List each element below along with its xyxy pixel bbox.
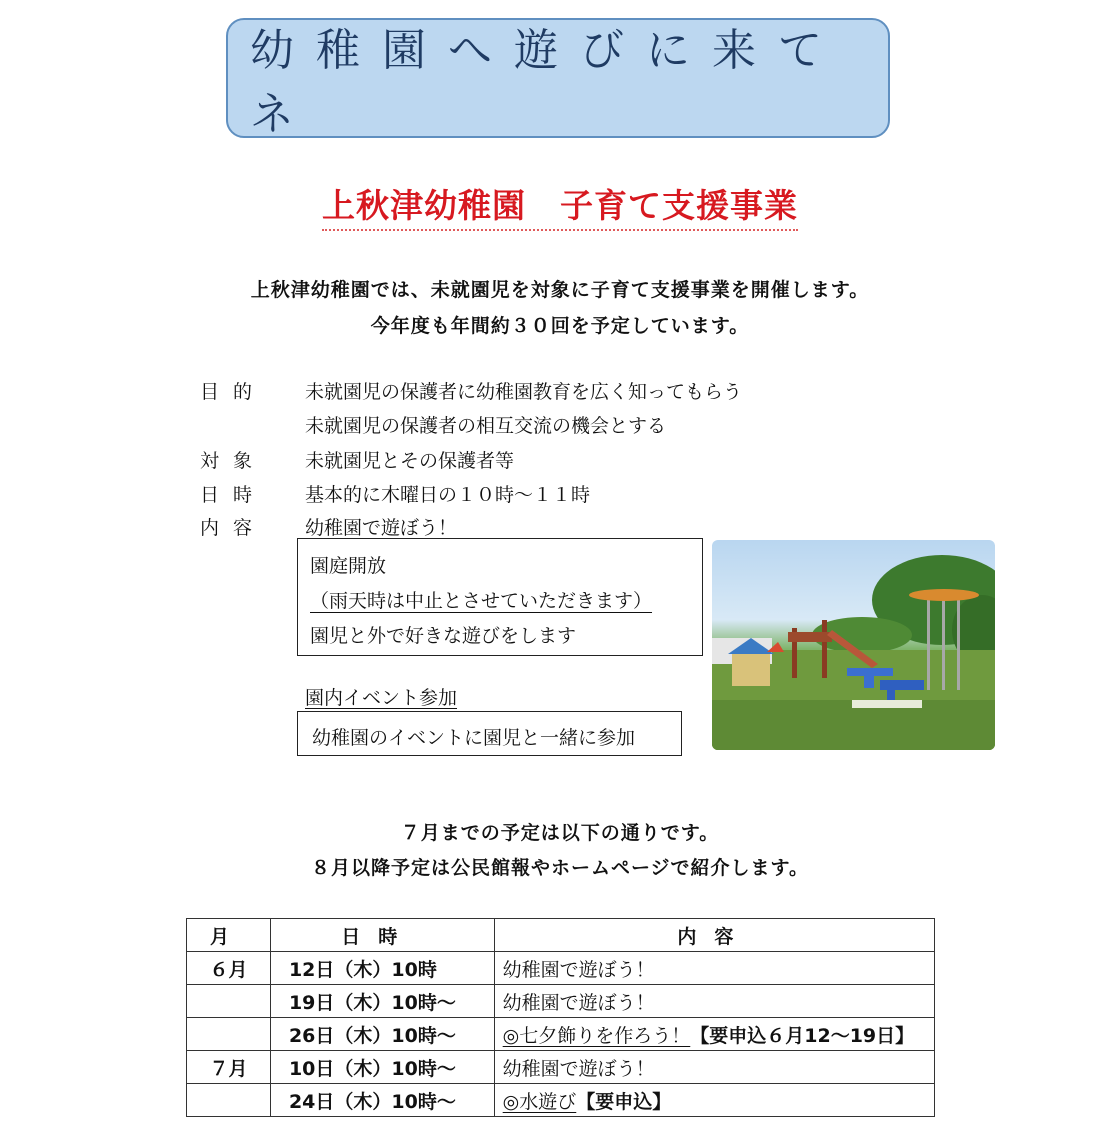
- garden-open-box: [297, 538, 703, 656]
- content-text: 幼稚園で遊ぼう！: [502, 1057, 655, 1080]
- rain-cancel-note: （雨天時は中止とさせていただきます）: [310, 590, 653, 612]
- cell-content: [494, 1084, 934, 1117]
- table-row: [187, 1051, 935, 1084]
- event-label: 園内イベント参加: [305, 687, 458, 709]
- intro-line-1: 上秋津幼稚園では、未就園児を対象に子育て支援事業を開催します。: [250, 279, 870, 301]
- cell-content: [494, 1018, 934, 1051]
- application-note: 【要申込６月12～19日】: [690, 1024, 915, 1047]
- schedule-table: [186, 918, 935, 1117]
- table-row: [187, 1018, 935, 1051]
- target-label: 対象: [200, 450, 267, 472]
- purpose-2: 未就園児の保護者の相互交流の機会とする: [305, 415, 667, 437]
- cell-datetime: 26日（木）10時～: [270, 1018, 494, 1051]
- cell-month: [187, 1018, 271, 1051]
- content-text: 幼稚園で遊ぼう！: [502, 991, 655, 1014]
- page-title: 幼稚園へ遊びに来てネ: [250, 25, 844, 140]
- playground-illustration: [712, 540, 995, 750]
- cell-month: ７月: [187, 1051, 271, 1084]
- table-row: [187, 1084, 935, 1117]
- subtitle-text: 上秋津幼稚園 子育て支援事業: [322, 186, 798, 231]
- cell-content: [494, 985, 934, 1018]
- content-value: 幼稚園で遊ぼう！: [305, 517, 458, 539]
- purpose-label: 目的: [200, 381, 267, 403]
- cell-month: [187, 985, 271, 1018]
- time-label: 日時: [200, 484, 267, 506]
- table-header-row: [187, 919, 935, 952]
- purpose-1: 未就園児の保護者に幼稚園教育を広く知ってもらう: [305, 381, 743, 403]
- title-banner: [226, 18, 890, 138]
- table-row: [187, 952, 935, 985]
- event-title: ◎七夕飾りを作ろう！: [502, 1024, 691, 1047]
- target-value: 未就園児とその保護者等: [305, 450, 515, 472]
- schedule-note-1: ７月までの予定は以下の通りです。: [400, 822, 720, 844]
- schedule-table-body: [187, 952, 935, 1117]
- cell-datetime: 12日（木）10時: [270, 952, 494, 985]
- content-text: 幼稚園で遊ぼう！: [502, 958, 655, 981]
- subtitle: [0, 180, 1120, 227]
- time-value: 基本的に木曜日の１０時～１１時: [305, 484, 591, 506]
- garden-open-title: 園庭開放: [310, 555, 387, 577]
- header-datetime: 日時: [270, 919, 494, 952]
- application-note: 【要申込】: [576, 1090, 672, 1113]
- cell-content: [494, 1051, 934, 1084]
- intro-line-2: 今年度も年間約３０回を予定しています。: [370, 315, 750, 337]
- cell-datetime: 10日（木）10時～: [270, 1051, 494, 1084]
- cell-datetime: 24日（木）10時～: [270, 1084, 494, 1117]
- cell-datetime: 19日（木）10時～: [270, 985, 494, 1018]
- event-desc: 幼稚園のイベントに園児と一緒に参加: [312, 727, 636, 749]
- event-title: ◎水遊び: [502, 1090, 577, 1113]
- header-content: 内容: [494, 919, 934, 952]
- schedule-note-2: ８月以降予定は公民館報やホームページで紹介します。: [310, 857, 810, 879]
- cell-month: [187, 1084, 271, 1117]
- header-month: 月: [187, 919, 271, 952]
- playground-photo: [712, 540, 995, 750]
- event-box: [297, 711, 682, 756]
- cell-month: ６月: [187, 952, 271, 985]
- table-row: [187, 985, 935, 1018]
- garden-open-desc: 園児と外で好きな遊びをします: [310, 625, 577, 647]
- cell-content: [494, 952, 934, 985]
- content-label: 内容: [200, 517, 267, 539]
